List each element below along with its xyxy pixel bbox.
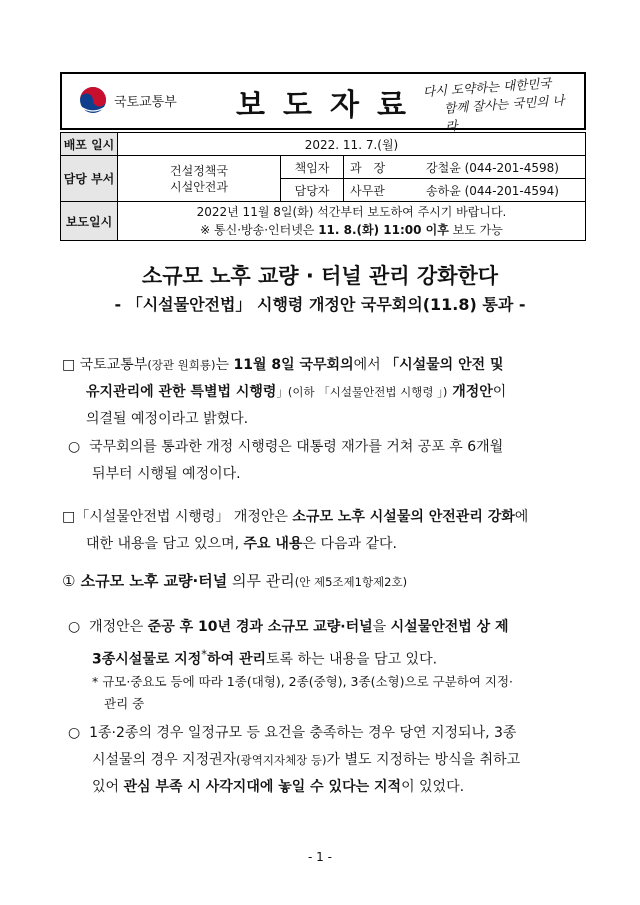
p1-small-2: 」(이하 「시설물안전법 시행령 」): [276, 385, 448, 399]
press-line2-bold: 11. 8.(화) 11:00 이후: [318, 223, 449, 237]
section-1-heading: [62, 568, 592, 596]
p1-line-3: 의결될 예정이라고 밝혔다.: [86, 411, 249, 427]
ministry-name: 국토교통부: [114, 94, 177, 110]
paragraph-1: [62, 352, 592, 433]
p3-line-2: [62, 531, 592, 558]
p4-footnote-mark: *: [201, 647, 208, 661]
contact-position: 사무관: [344, 179, 401, 202]
p3-bold-1: 소규모 노후 시설물의 안전관리 강화: [292, 509, 515, 525]
p1-small-1: (장관 원희룡): [147, 358, 216, 372]
p5-text-1: 1종·2종의 경우 일정규모 등 요건을 충족하는 경우 당연 지정되나, 3종: [89, 725, 517, 741]
section-1-number: ①: [62, 572, 76, 590]
p2-line-2: 뒤부터 시행될 예정이다.: [92, 466, 241, 482]
p5-text-2a: 시설물의 경우 지정권자: [92, 752, 237, 768]
p4-text-2: 을: [372, 619, 391, 635]
p4-bold-1: 준공 후 10년 경과 소규모 교량·터널: [147, 619, 373, 635]
p5-text-2b: 가 별도 지정하는 방식을 취하고: [326, 752, 521, 768]
section-1-text: 의무 관리: [227, 572, 295, 590]
p4-line-1: [68, 614, 592, 641]
p1-bold-2: 「시설물의 안전 및: [385, 357, 504, 373]
headline: 소규모 노후 교량 · 터널 관리 강화한다: [141, 264, 499, 288]
contact-name-phone: 강철윤 (044-201-4598): [400, 156, 586, 179]
footnote: [92, 671, 592, 715]
p2-bullet: ○: [68, 439, 81, 455]
slogan-line-1: 다시 도약하는 대한민국: [422, 75, 552, 100]
p1-bullet: □: [62, 357, 76, 373]
ministry-logo: [78, 85, 177, 115]
paragraph-5: [68, 720, 592, 801]
p5-text-3a: 있어: [92, 779, 124, 795]
department-name: 건설정책국: [170, 163, 228, 178]
p5-line-1: [68, 720, 592, 747]
department-sub: 시설안전과: [170, 179, 228, 194]
contact-position: 과 장: [344, 156, 401, 179]
p4-text-1: 개정안은: [89, 619, 148, 635]
press-line2-suffix: 보도 가능: [448, 223, 503, 237]
p3-line-1: [62, 504, 592, 531]
note-text-1: 규모·중요도 등에 따라 1종(대형), 2종(중형), 3종(소형)으로 구분하여 지정·: [102, 674, 514, 689]
paragraph-4: [68, 614, 592, 674]
p4-bold-3: 3종시설물로 지정: [92, 651, 202, 668]
taeguk-emblem-icon: [78, 85, 108, 115]
press-time-line-1: 2022년 11월 8일(화) 석간부터 보도하여 주시기 바랍니다.: [196, 205, 507, 219]
info-table: [60, 132, 586, 241]
p1-text-3: 에서: [353, 357, 386, 373]
p2-line-1: [68, 434, 592, 461]
p2-text-1: 국무회의를 통과한 개정 시행령은 대통령 재가를 거쳐 공포 후 6개월: [89, 439, 504, 455]
department-cell: [118, 156, 281, 202]
contact-name-phone: 송하윤 (044-201-4594): [400, 179, 586, 202]
p1-text-4: 이: [492, 384, 507, 400]
p3-text-4: 은 다음과 같다.: [302, 536, 397, 552]
contact-role: 담당자: [281, 179, 344, 202]
p1-bold-1: 11월 8일 국무회의: [233, 357, 354, 373]
p1-line-1: [62, 352, 592, 379]
contact-role: 책임자: [281, 156, 344, 179]
slogan-line-2: 함께 잘사는 국민의 나라: [443, 92, 565, 134]
press-time-value: [118, 202, 586, 241]
section-1-bold: 소규모 노후 교량·터널: [75, 572, 228, 590]
p4-bullet: ○: [68, 619, 81, 635]
press-line2-prefix: ※ 통신·방송·인터넷은: [200, 223, 319, 237]
note-line-1: [92, 671, 592, 693]
subheadline: - 「시설물안전법」 시행령 개정안 국무회의(11.8) 통과 -: [114, 295, 526, 314]
p5-text-3c: 이 있었다.: [401, 779, 465, 795]
paragraph-3: [62, 504, 592, 558]
p1-text-1: 국토교통부: [75, 357, 148, 373]
p5-bullet: ○: [68, 725, 81, 741]
note-line-2: 관리 중: [104, 696, 145, 711]
p4-bold-2: 시설물안전법 상 제: [390, 619, 509, 635]
p1-line-2: [62, 379, 592, 406]
section-1-ref: (안 제5조제1항제2호): [294, 575, 408, 589]
p1-text-2: 는: [215, 357, 234, 373]
p5-small: (광역지자체장 등): [236, 753, 327, 767]
page-number: - 1 -: [308, 850, 332, 864]
department-label: 담당 부서: [61, 156, 118, 202]
p3-bold-2: 주요 내용: [243, 536, 303, 552]
p4-text-3: 토록 하는 내용을 담고 있다.: [266, 651, 438, 668]
press-time-label: 보도일시: [61, 202, 118, 241]
p5-line-2: [68, 747, 592, 774]
note-star: *: [92, 674, 99, 689]
p5-bold: 관심 부족 시 사각지대에 놓일 수 있다는 지적: [123, 779, 402, 795]
press-time-line-2: [124, 221, 579, 239]
paragraph-2: [68, 434, 592, 488]
p3-bullet: □: [62, 509, 76, 525]
p1-bold-3: 유지관리에 관한 특별법 시행령: [86, 384, 277, 400]
p5-line-3: [68, 774, 592, 801]
p1-bold-4: 개정안: [447, 384, 493, 400]
slogan: [422, 73, 575, 137]
p3-text-1: 「시설물안전법 시행령」 개정안은: [75, 509, 293, 525]
p4-line-2: [68, 641, 592, 674]
p3-text-3: 대한 내용을 담고 있으며,: [86, 536, 244, 552]
press-release-title: 보도자료: [236, 88, 424, 123]
distribution-label: 배포 일시: [61, 133, 118, 156]
p3-text-2: 에: [514, 509, 529, 525]
p4-bold-4: 하여 관리: [207, 651, 267, 668]
distribution-value: 2022. 11. 7.(월): [118, 133, 586, 156]
